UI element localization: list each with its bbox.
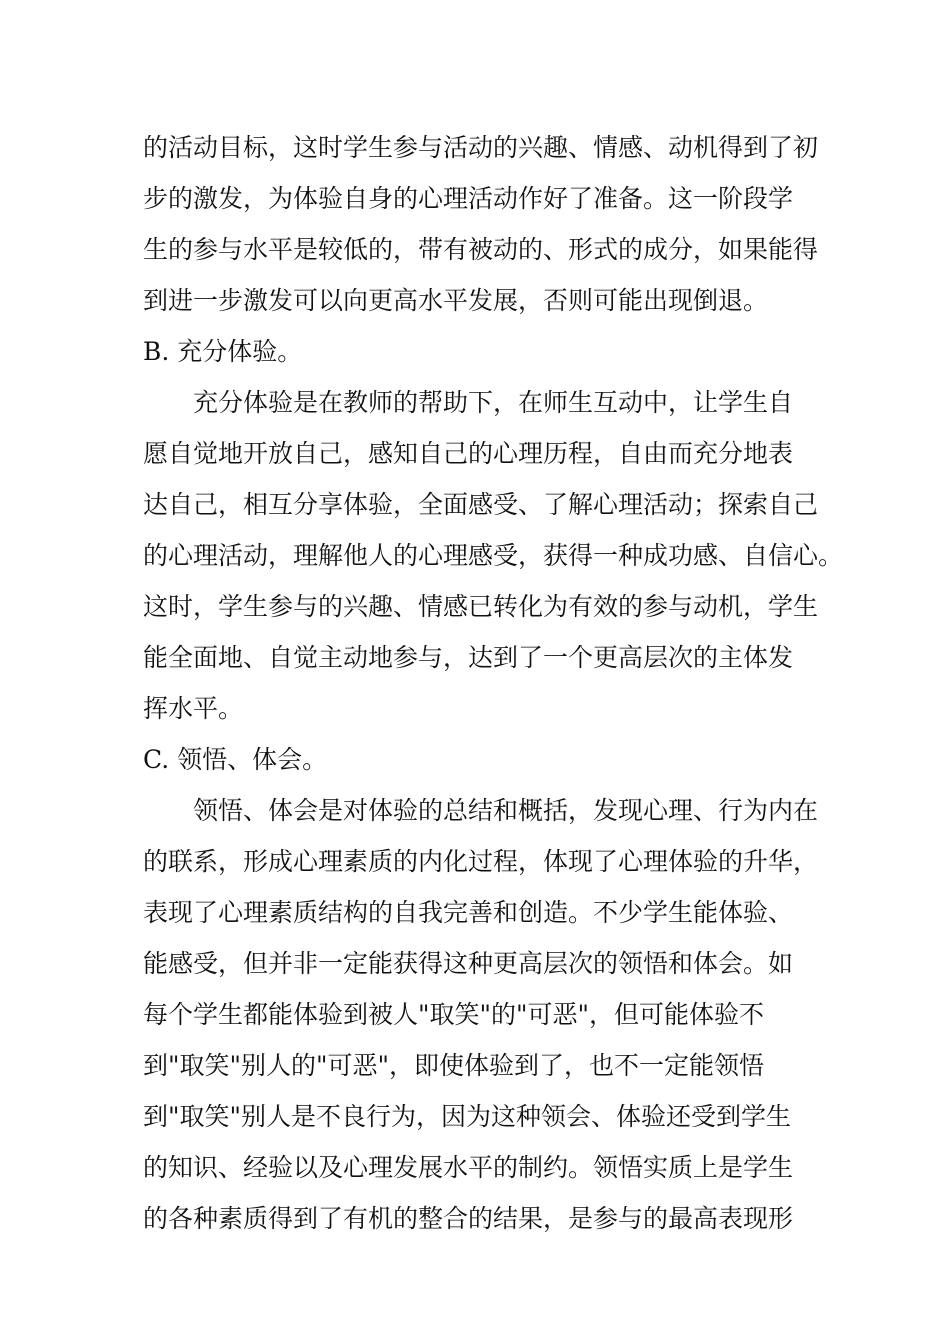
paragraph-b-line: 这时，学生参与的兴趣、情感已转化为有效的参与动机，学生 [143,592,819,621]
paragraph-c-line: 能感受，但并非一定能获得这种更高层次的领悟和体会。如 [143,949,794,978]
paragraph-c-line: 的联系，形成心理素质的内化过程，体现了心理体验的升华， [143,847,819,876]
paragraph-a-line: 生的参与水平是较低的，带有被动的、形式的成分，如果能得 [143,235,819,264]
paragraph-c-line: 每个学生都能体验到被人"取笑"的"可恶"，但可能体验不 [143,1000,764,1029]
section-heading-b: B. 充分体验。 [143,337,303,366]
paragraph-c-line: 的各种素质得到了有机的整合的结果，是参与的最高表现形 [143,1204,794,1233]
paragraph-b-line: 充分体验是在教师的帮助下，在师生互动中，让学生自 [193,388,794,417]
paragraph-b-line: 挥水平。 [143,694,244,723]
paragraph-b-line: 达自己，相互分享体验，全面感受、了解心理活动；探索自己 [143,490,819,519]
paragraph-c-line: 领悟、体会是对体验的总结和概括，发现心理、行为内在 [193,796,819,825]
paragraph-a-line: 到进一步激发可以向更高水平发展，否则可能出现倒退。 [143,286,769,315]
section-heading-c: C. 领悟、体会。 [143,745,328,774]
paragraph-c-line: 表现了心理素质结构的自我完善和创造。不少学生能体验、 [143,898,794,927]
paragraph-c-line: 到"取笑"别人是不良行为，因为这种领会、体验还受到学生 [143,1102,792,1131]
paragraph-b-line: 愿自觉地开放自己，感知自己的心理历程，自由而充分地表 [143,439,794,468]
paragraph-b-line: 能全面地、自觉主动地参与，达到了一个更高层次的主体发 [143,643,794,672]
paragraph-a-line: 的活动目标，这时学生参与活动的兴趣、情感、动机得到了初 [143,133,819,162]
document-body [143,122,844,1244]
paragraph-c-line: 到"取笑"别人的"可恶"，即使体验到了，也不一定能领悟 [143,1051,764,1080]
paragraph-b-line: 的心理活动，理解他人的心理感受，获得一种成功感、自信心。 [143,541,844,570]
paragraph-c-line: 的知识、经验以及心理发展水平的制约。领悟实质上是学生 [143,1153,794,1182]
paragraph-a-line: 步的激发，为体验自身的心理活动作好了准备。这一阶段学 [143,184,794,213]
